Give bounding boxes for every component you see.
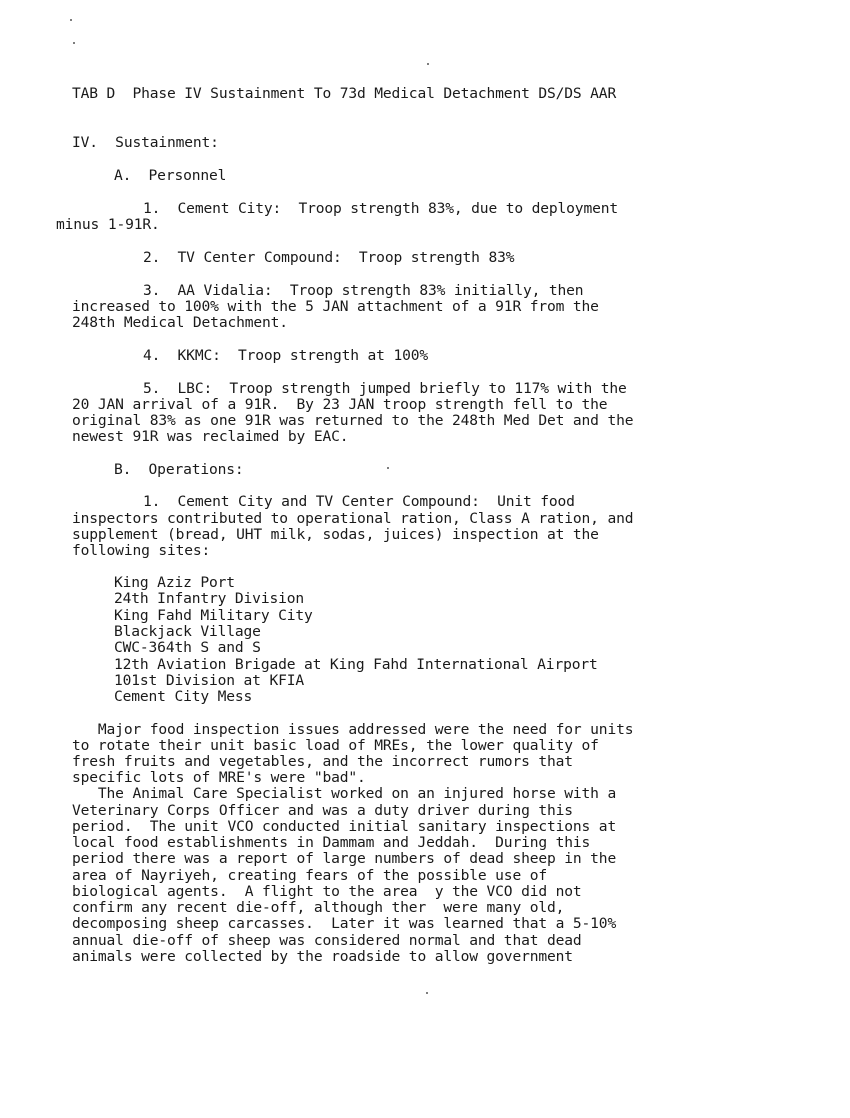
personnel-item-5: 5. LBC: Troop strength jumped briefly to 117% with the: [143, 380, 627, 397]
body-line: decomposing sheep carcasses. Later it was learned that a 5-10%: [72, 915, 617, 932]
scan-speck: [387, 467, 389, 469]
body-line: period. The unit VCO conducted initial sanitary inspections at: [72, 818, 617, 835]
personnel-item-5-cont: original 83% as one 91R was returned to the 248th Med Det and the: [72, 412, 634, 429]
body-line: local food establishments in Dammam and Jeddah. During this: [72, 834, 591, 851]
body-line: biological agents. A flight to the area y the VCO did not: [72, 883, 582, 900]
body-line: animals were collected by the roadside to allow government: [72, 948, 573, 965]
body-line: period there was a report of large numbers of dead sheep in the: [72, 850, 617, 867]
personnel-item-5-cont: 20 JAN arrival of a 91R. By 23 JAN troop strength fell to the: [72, 396, 608, 413]
personnel-item-3: 3. AA Vidalia: Troop strength 83% initially, then: [143, 282, 584, 299]
body-line: confirm any recent die-off, although ther were many old,: [72, 899, 565, 916]
body-line: annual die-off of sheep was considered normal and that dead: [72, 932, 582, 949]
inspection-site: 101st Division at KFIA: [114, 672, 304, 689]
operations-item-1-cont: supplement (bread, UHT milk, sodas, juices) inspection at the: [72, 526, 599, 543]
body-line: fresh fruits and vegetables, and the incorrect rumors that: [72, 753, 573, 770]
inspection-site: CWC-364th S and S: [114, 639, 261, 656]
body-line: specific lots of MRE's were "bad".: [72, 769, 366, 786]
scan-speck: [427, 63, 429, 65]
personnel-item-3-cont: increased to 100% with the 5 JAN attachment of a 91R from the: [72, 298, 599, 315]
scan-speck: [426, 992, 428, 994]
personnel-item-5-cont: newest 91R was reclaimed by EAC.: [72, 428, 349, 445]
subsection-personnel: A. Personnel: [114, 167, 227, 184]
section-title: IV. Sustainment:: [72, 134, 219, 151]
inspection-site: 12th Aviation Brigade at King Fahd International Airport: [114, 656, 598, 673]
personnel-item-1-cont: minus 1-91R.: [56, 216, 160, 233]
document-heading: TAB D Phase IV Sustainment To 73d Medical Detachment DS/DS AAR: [72, 85, 617, 102]
inspection-site: 24th Infantry Division: [114, 590, 304, 607]
body-line: Veterinary Corps Officer and was a duty driver during this: [72, 802, 573, 819]
inspection-site: Blackjack Village: [114, 623, 261, 640]
body-line: to rotate their unit basic load of MREs, the lower quality of: [72, 737, 599, 754]
inspection-site: Cement City Mess: [114, 688, 253, 705]
operations-item-1-cont: inspectors contributed to operational ration, Class A ration, and: [72, 510, 634, 527]
operations-item-1-cont: following sites:: [72, 542, 211, 559]
body-line: area of Nayriyeh, creating fears of the possible use of: [72, 867, 547, 884]
scan-speck: [70, 19, 72, 21]
inspection-site: King Fahd Military City: [114, 607, 313, 624]
subsection-operations: B. Operations:: [114, 461, 244, 478]
personnel-item-2: 2. TV Center Compound: Troop strength 83%: [143, 249, 515, 266]
personnel-item-3-cont: 248th Medical Detachment.: [72, 314, 288, 331]
operations-item-1: 1. Cement City and TV Center Compound: Unit food: [143, 493, 575, 510]
personnel-item-4: 4. KKMC: Troop strength at 100%: [143, 347, 428, 364]
personnel-item-1: 1. Cement City: Troop strength 83%, due to deployment: [143, 200, 618, 217]
inspection-site: King Aziz Port: [114, 574, 235, 591]
body-line: Major food inspection issues addressed were the need for units: [72, 721, 634, 738]
scan-speck: [73, 42, 75, 44]
body-line: The Animal Care Specialist worked on an injured horse with a: [72, 785, 617, 802]
